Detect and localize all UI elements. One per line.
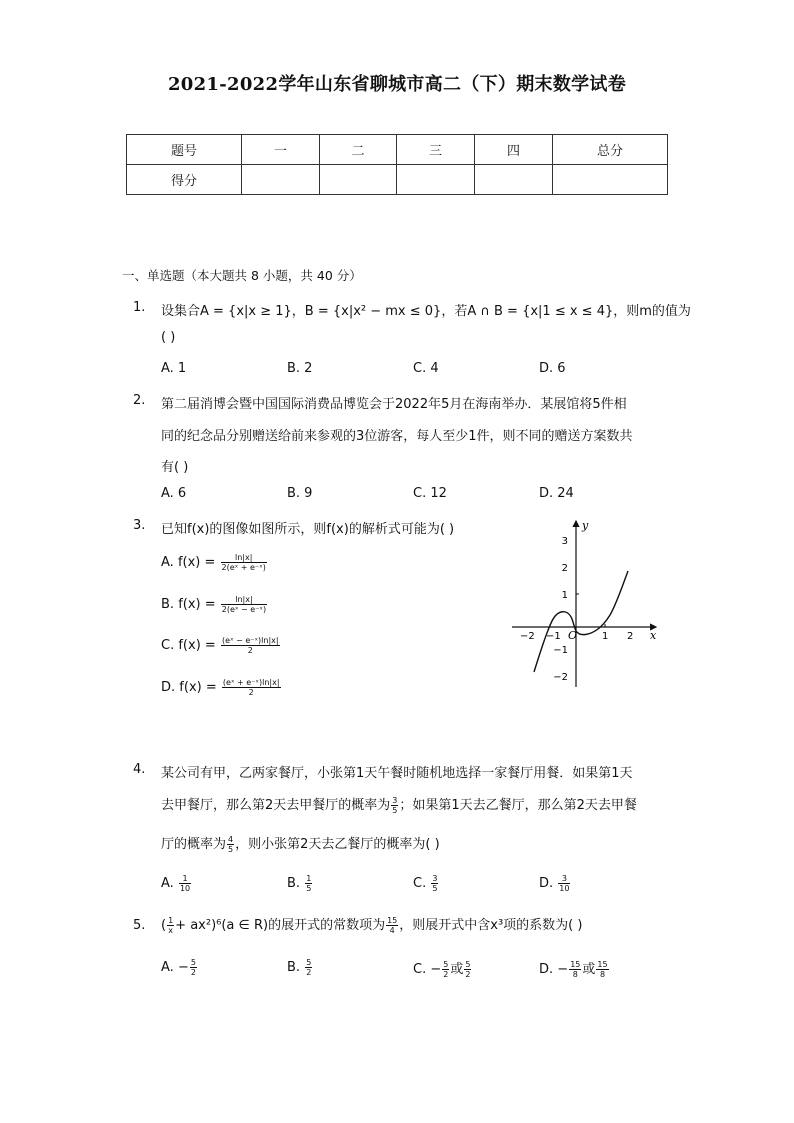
fraction <box>464 960 471 979</box>
q5-option-a <box>161 958 198 977</box>
q5-option-d <box>539 958 610 979</box>
q5-option-b <box>287 958 313 977</box>
sign: − <box>177 960 189 975</box>
option-label: A. <box>161 876 174 891</box>
option-label: A. <box>161 960 174 975</box>
q4-stem-line2 <box>161 794 637 815</box>
numerator: 5 <box>443 960 449 969</box>
q1-stem-line2: ( ) <box>161 330 176 345</box>
fraction <box>222 678 281 697</box>
fraction <box>227 835 234 854</box>
numerator: ln|x| <box>221 553 267 563</box>
score-cell <box>475 165 553 195</box>
numerator: (eˣ + e⁻ˣ)ln|x| <box>222 678 280 687</box>
score-header-cell: 题号 <box>127 135 242 165</box>
denominator: 2(eˣ − e⁻ˣ) <box>221 605 267 614</box>
fraction <box>167 916 174 935</box>
denominator: 2 <box>443 970 449 979</box>
text-run: 或 <box>582 962 596 977</box>
numerator: 15 <box>387 916 398 925</box>
numerator: 5 <box>190 958 196 967</box>
denominator: x <box>168 926 173 935</box>
numerator: 1 <box>179 874 191 884</box>
denominator: 2 <box>190 968 196 977</box>
q4-option-d <box>539 874 571 893</box>
option-label: D. <box>539 962 554 977</box>
q4-option-a <box>161 874 192 893</box>
fraction <box>305 958 312 977</box>
q4-option-b <box>287 874 313 893</box>
function-lhs: f(x) = <box>178 597 216 612</box>
numerator: 5 <box>306 958 312 967</box>
function-lhs: f(x) = <box>179 680 217 695</box>
fraction <box>596 960 608 979</box>
y-axis-label: y <box>582 519 589 532</box>
fraction <box>221 636 280 655</box>
fraction <box>190 958 197 977</box>
fraction <box>569 960 581 979</box>
function-curve <box>534 571 628 672</box>
option-label: B. <box>287 960 301 975</box>
fraction <box>391 796 398 815</box>
y-tick-label: 2 <box>561 563 568 574</box>
numerator: 1 <box>306 874 312 883</box>
page-title: 2021-2022学年山东省聊城市高二（下）期末数学试卷 <box>167 74 627 95</box>
q2-number: 2. <box>133 393 146 408</box>
origin-label: O <box>568 629 578 642</box>
score-cell <box>553 165 668 195</box>
q4-option-c <box>413 874 439 893</box>
fraction <box>442 960 449 979</box>
q3-option-a <box>161 553 268 572</box>
option-label: C. <box>413 962 427 977</box>
q1-option-b: B. 2 <box>287 361 313 376</box>
q1-option-d: D. 6 <box>539 361 566 376</box>
score-header-cell: 一 <box>242 135 320 165</box>
fraction <box>305 874 312 893</box>
score-header-cell: 四 <box>475 135 553 165</box>
text-run: + ax²)⁶(a ∈ R)的展开式的常数项为 <box>175 918 386 933</box>
denominator: 8 <box>599 970 606 979</box>
option-label: C. <box>161 638 175 653</box>
x-tick-label: −1 <box>546 631 561 642</box>
q3-option-b <box>161 595 268 614</box>
function-lhs: f(x) = <box>177 555 216 570</box>
y-tick-label: 3 <box>561 536 568 547</box>
q5-number: 5. <box>133 918 146 933</box>
numerator: 4 <box>228 835 234 844</box>
text-run: 厅的概率为 <box>161 837 227 852</box>
denominator: 8 <box>572 970 578 979</box>
denominator: 5 <box>432 884 438 893</box>
denominator: 5 <box>392 806 398 815</box>
denominator: 2 <box>248 688 254 697</box>
section-title: 一、单选题（本大题共 8 小题，共 40 分） <box>122 268 362 283</box>
text-run: 去甲餐厅，那么第2天去甲餐厅的概率为 <box>161 798 391 813</box>
denominator: 2 <box>247 646 253 655</box>
text-run: ，则小张第2天去乙餐厅的概率为( ) <box>235 837 440 852</box>
score-table-header-row <box>127 135 668 165</box>
option-label: D. <box>161 680 176 695</box>
denominator: 5 <box>228 845 234 854</box>
option-label: B. <box>287 876 301 891</box>
fraction <box>221 595 267 614</box>
fraction <box>179 874 191 893</box>
q4-stem-line3 <box>161 833 440 854</box>
numerator: 15 <box>570 960 581 969</box>
numerator: ln|x| <box>221 595 267 605</box>
q5-option-c <box>413 958 472 979</box>
denominator: 5 <box>306 884 312 893</box>
fraction <box>431 874 438 893</box>
score-cell <box>397 165 475 195</box>
q2-stem-line1: 第二届消博会暨中国国际消费品博览会于2022年5月在海南举办．某展馆将5件相 <box>161 397 627 412</box>
function-graph <box>510 515 660 690</box>
q2-option-b: B. 9 <box>287 486 313 501</box>
denominator: 4 <box>389 926 395 935</box>
numerator: 15 <box>597 960 608 969</box>
q2-stem-line3: 有( ) <box>161 460 189 475</box>
q1-option-a: A. 1 <box>161 361 187 376</box>
x-tick-label: −2 <box>520 631 535 642</box>
q3-option-d <box>161 678 282 697</box>
q1-number: 1. <box>133 300 146 315</box>
numerator: 3 <box>392 796 398 805</box>
fraction <box>558 874 570 893</box>
sign: − <box>557 962 569 977</box>
denominator: 2 <box>465 970 471 979</box>
text-run: ，则展开式中含x³项的系数为( ) <box>399 918 583 933</box>
x-tick-label: 1 <box>602 631 609 642</box>
fraction <box>221 553 267 572</box>
q4-number: 4. <box>133 762 146 777</box>
numerator: 1 <box>168 916 174 925</box>
option-label: D. <box>539 876 554 891</box>
q2-option-c: C. 12 <box>413 486 447 501</box>
q3-stem: 已知f(x)的图像如图所示，则f(x)的解析式可能为( ) <box>161 522 455 537</box>
score-header-cell: 二 <box>320 135 397 165</box>
option-label: C. <box>413 876 427 891</box>
q2-stem-line2: 同的纪念品分别赠送给前来参观的3位游客，每人至少1件，则不同的赠送方案数共 <box>161 429 633 444</box>
score-header-cell: 总分 <box>553 135 668 165</box>
y-tick-label: 1 <box>561 590 568 601</box>
score-table <box>126 134 668 195</box>
x-axis-label: x <box>650 629 657 642</box>
q4-stem-line1: 某公司有甲，乙两家餐厅，小张第1天午餐时随机地选择一家餐厅用餐．如果第1天 <box>161 766 633 781</box>
y-tick-label: −2 <box>553 672 568 683</box>
numerator: 3 <box>432 874 438 883</box>
function-lhs: f(x) = <box>178 638 216 653</box>
text-run: 或 <box>450 962 464 977</box>
q1-option-c: C. 4 <box>413 361 439 376</box>
option-label: A. <box>161 555 174 570</box>
numerator: 5 <box>465 960 471 969</box>
q2-option-d: D. 24 <box>539 486 574 501</box>
sign: − <box>430 962 442 977</box>
q5-stem <box>161 914 582 935</box>
text-run: ；如果第1天去乙餐厅，那么第2天去甲餐 <box>399 798 637 813</box>
denominator: 2(eˣ + e⁻ˣ) <box>221 563 266 572</box>
score-header-cell: 三 <box>397 135 475 165</box>
score-table-score-row <box>127 165 668 195</box>
numerator: (eˣ − e⁻ˣ)ln|x| <box>221 636 279 645</box>
x-tick-label: 2 <box>627 631 634 642</box>
denominator: 2 <box>306 968 312 977</box>
text-run: ( <box>161 918 167 933</box>
q2-option-a: A. 6 <box>161 486 187 501</box>
denominator: 10 <box>179 884 191 893</box>
numerator: 3 <box>558 874 570 884</box>
score-cell <box>320 165 397 195</box>
denominator: 10 <box>559 884 570 893</box>
q3-option-c <box>161 636 281 655</box>
fraction <box>386 916 398 935</box>
q1-stem-line1: 设集合A = {x|x ≥ 1}，B = {x|x² − mx ≤ 0}，若A ∩ B = {x|1 ≤ x ≤ 4}，则m的值为 <box>161 304 691 319</box>
option-label: B. <box>161 597 175 612</box>
score-row-label: 得分 <box>127 165 242 195</box>
score-cell <box>242 165 320 195</box>
y-tick-label: −1 <box>553 645 568 656</box>
q3-number: 3. <box>133 518 146 533</box>
